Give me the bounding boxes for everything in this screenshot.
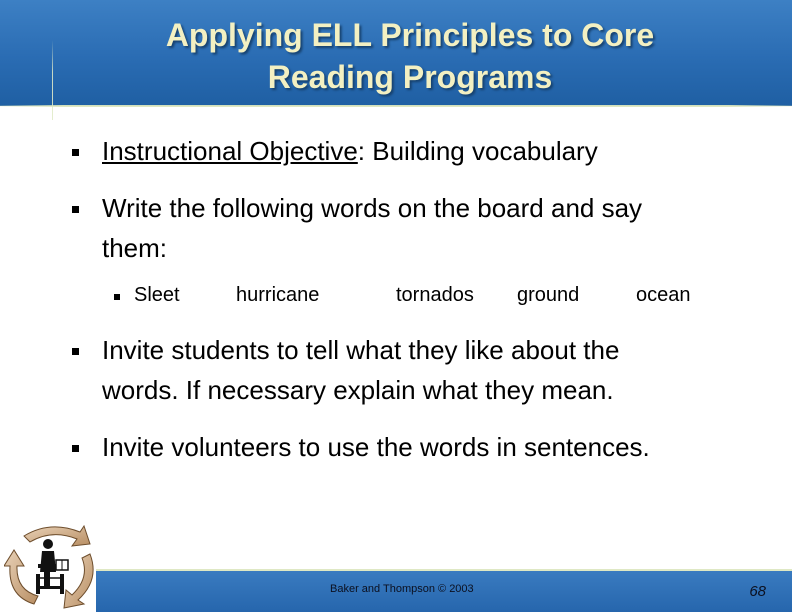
square-bullet-icon — [72, 149, 79, 156]
slide-title-line2: Reading Programs — [267, 59, 553, 95]
decorative-vertical-line — [52, 40, 53, 120]
footer-credit: Baker and Thompson © 2003 — [330, 583, 474, 595]
square-bullet-icon — [114, 294, 120, 300]
bullet-line: Write the following words on the board and say — [102, 193, 643, 223]
word-item: ocean — [636, 284, 691, 306]
word-item: hurricane — [236, 284, 320, 306]
square-bullet-icon — [72, 445, 79, 452]
bullet-item — [102, 131, 598, 171]
bullet-line: Invite volunteers to use the words in sentences. — [102, 432, 650, 462]
recycling-reader-logo-icon — [4, 520, 98, 610]
objective-label: Instructional Objective — [102, 136, 358, 166]
bullet-line: words. If necessary explain what they mean. — [102, 375, 614, 405]
bullet-item — [102, 330, 619, 410]
bullet-line: Invite students to tell what they like about the — [102, 335, 620, 365]
word-item: Sleet — [134, 284, 180, 306]
bullet-item — [102, 427, 650, 467]
page-number: 68 — [749, 583, 766, 600]
slide-title — [60, 14, 760, 98]
word-list — [0, 282, 792, 312]
slide-title-line1: Applying ELL Principles to Core — [165, 17, 655, 53]
bullet-line: them: — [102, 233, 168, 263]
decorative-horizontal-line — [0, 105, 792, 107]
word-item: ground — [517, 284, 580, 306]
objective-text: : Building vocabulary — [357, 136, 598, 166]
word-item: tornados — [396, 284, 474, 306]
square-bullet-icon — [72, 206, 79, 213]
square-bullet-icon — [72, 348, 79, 355]
bullet-item — [102, 188, 642, 268]
